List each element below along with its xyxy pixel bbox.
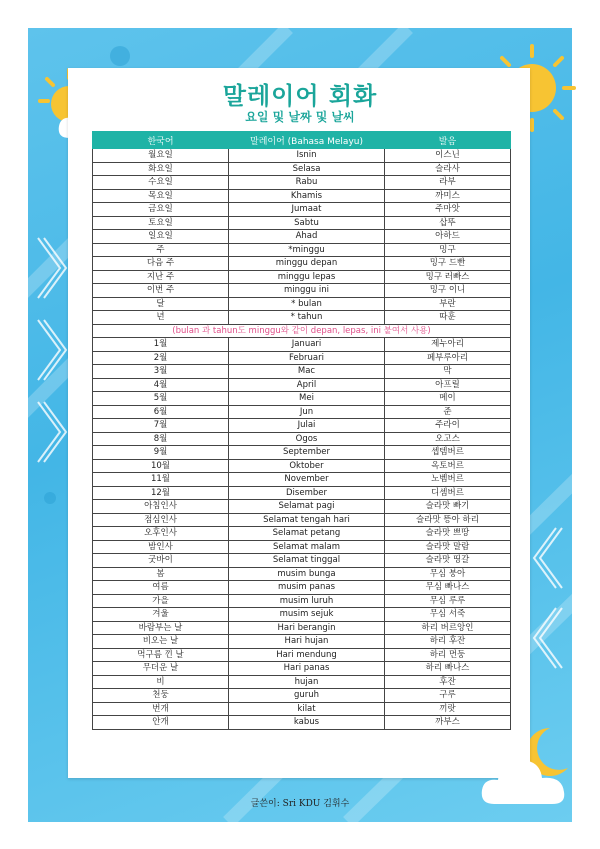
- cell-pronunciation: 밍구 러빠스: [385, 270, 511, 284]
- cell-pronunciation: 오고스: [385, 432, 511, 446]
- table-header-row: [93, 132, 511, 149]
- table-row: [93, 297, 511, 311]
- table-row: [93, 567, 511, 581]
- cell-malay: Mei: [229, 392, 385, 406]
- cell-malay: November: [229, 473, 385, 487]
- cell-pronunciation: 주마앗: [385, 203, 511, 217]
- cell-korean: 이번 주: [93, 284, 229, 298]
- cell-malay: * bulan: [229, 297, 385, 311]
- cell-korean: 7월: [93, 419, 229, 433]
- cell-korean: 무더운 날: [93, 662, 229, 676]
- table-row: [93, 351, 511, 365]
- cell-pronunciation: 무심 서죽: [385, 608, 511, 622]
- cell-malay: Sabtu: [229, 216, 385, 230]
- cell-pronunciation: 주라이: [385, 419, 511, 433]
- cell-korean: 6월: [93, 405, 229, 419]
- table-row: [93, 689, 511, 703]
- cell-malay: Januari: [229, 338, 385, 352]
- cell-malay: Hari panas: [229, 662, 385, 676]
- cell-pronunciation: 메이: [385, 392, 511, 406]
- cell-malay: Hari berangin: [229, 621, 385, 635]
- table-row: [93, 216, 511, 230]
- cell-pronunciation: 준: [385, 405, 511, 419]
- page-subtitle: 요일 및 날짜 및 날씨: [245, 110, 355, 124]
- cell-korean: 월요일: [93, 149, 229, 163]
- table-row: [93, 459, 511, 473]
- cell-malay: Hari mendung: [229, 648, 385, 662]
- cell-malay: musim panas: [229, 581, 385, 595]
- cell-pronunciation: 삽뚜: [385, 216, 511, 230]
- cell-pronunciation: 밍구: [385, 243, 511, 257]
- cell-pronunciation: 후잔: [385, 675, 511, 689]
- table-row: [93, 257, 511, 271]
- cell-malay: *minggu: [229, 243, 385, 257]
- table-row: [93, 149, 511, 163]
- cell-pronunciation: 옥토버르: [385, 459, 511, 473]
- table-row: [93, 419, 511, 433]
- table-row: [93, 621, 511, 635]
- table-row: [93, 189, 511, 203]
- table-row: [93, 648, 511, 662]
- cell-malay: * tahun: [229, 311, 385, 325]
- cell-korean: 2월: [93, 351, 229, 365]
- table-row: [93, 716, 511, 730]
- cell-korean: 점심인사: [93, 513, 229, 527]
- table-row: [93, 230, 511, 244]
- cell-korean: 년: [93, 311, 229, 325]
- cell-malay: Selasa: [229, 162, 385, 176]
- column-header-korean: 한국어: [93, 132, 229, 149]
- cell-korean: 8월: [93, 432, 229, 446]
- cell-korean: 일요일: [93, 230, 229, 244]
- cell-pronunciation: 슬라맛 쁘땅: [385, 527, 511, 541]
- cell-malay: Oktober: [229, 459, 385, 473]
- cell-pronunciation: 하리 먼둥: [385, 648, 511, 662]
- cell-korean: 아침인사: [93, 500, 229, 514]
- cell-malay: Hari hujan: [229, 635, 385, 649]
- cell-malay: minggu depan: [229, 257, 385, 271]
- table-row: [93, 581, 511, 595]
- table-row: [93, 243, 511, 257]
- cell-korean: 봄: [93, 567, 229, 581]
- column-header-malay: 말레이어 (Bahasa Melayu): [229, 132, 385, 149]
- cell-malay: Isnin: [229, 149, 385, 163]
- cell-korean: 겨울: [93, 608, 229, 622]
- cell-pronunciation: 따훈: [385, 311, 511, 325]
- cell-pronunciation: 디셈버르: [385, 486, 511, 500]
- table-row: [93, 473, 511, 487]
- author-credit: 글쓴이: Sri KDU 김휘수: [250, 799, 350, 809]
- table-row: [93, 446, 511, 460]
- cell-pronunciation: 무심 빠나스: [385, 581, 511, 595]
- table-row: [93, 527, 511, 541]
- cell-korean: 금요일: [93, 203, 229, 217]
- cell-malay: Selamat tinggal: [229, 554, 385, 568]
- cell-korean: 11월: [93, 473, 229, 487]
- table-row: [93, 635, 511, 649]
- cell-pronunciation: 라부: [385, 176, 511, 190]
- table-body-months-weather: [93, 338, 511, 730]
- cell-korean: 화요일: [93, 162, 229, 176]
- cell-pronunciation: 무심 루루: [385, 594, 511, 608]
- cell-malay: guruh: [229, 689, 385, 703]
- cell-malay: Mac: [229, 365, 385, 379]
- table-row: [93, 405, 511, 419]
- cell-pronunciation: 구루: [385, 689, 511, 703]
- cell-pronunciation: 끼랏: [385, 702, 511, 716]
- cell-korean: 오후인사: [93, 527, 229, 541]
- cell-pronunciation: 노벰버르: [385, 473, 511, 487]
- cell-pronunciation: 제누아리: [385, 338, 511, 352]
- cell-pronunciation: 아프릴: [385, 378, 511, 392]
- cell-pronunciation: 하리 후잔: [385, 635, 511, 649]
- cell-korean: 굿바이: [93, 554, 229, 568]
- cell-pronunciation: 슬라맛 뜽아 하리: [385, 513, 511, 527]
- cell-pronunciation: 이스닌: [385, 149, 511, 163]
- cell-malay: hujan: [229, 675, 385, 689]
- cell-korean: 5월: [93, 392, 229, 406]
- cell-pronunciation: 아하드: [385, 230, 511, 244]
- cell-malay: Jumaat: [229, 203, 385, 217]
- cell-malay: Disember: [229, 486, 385, 500]
- cell-malay: musim luruh: [229, 594, 385, 608]
- cell-malay: Selamat petang: [229, 527, 385, 541]
- cell-korean: 다음 주: [93, 257, 229, 271]
- cell-malay: Februari: [229, 351, 385, 365]
- cell-malay: Selamat malam: [229, 540, 385, 554]
- cell-malay: Ogos: [229, 432, 385, 446]
- cell-korean: 번개: [93, 702, 229, 716]
- table-note-section: [93, 324, 511, 338]
- cell-malay: Selamat tengah hari: [229, 513, 385, 527]
- table-row: [93, 662, 511, 676]
- cell-pronunciation: 셉템버르: [385, 446, 511, 460]
- cell-korean: 밤인사: [93, 540, 229, 554]
- table-note: (bulan 과 tahun도 minggu와 같이 depan, lepas, ini 붙여서 사용): [93, 324, 511, 338]
- cell-korean: 여름: [93, 581, 229, 595]
- cell-korean: 주: [93, 243, 229, 257]
- cell-korean: 10월: [93, 459, 229, 473]
- table-row: [93, 284, 511, 298]
- cell-malay: Selamat pagi: [229, 500, 385, 514]
- cell-malay: kilat: [229, 702, 385, 716]
- vocabulary-table: [92, 131, 511, 730]
- cell-pronunciation: 무심 붕아: [385, 567, 511, 581]
- table-row: [93, 203, 511, 217]
- cell-korean: 안개: [93, 716, 229, 730]
- cell-korean: 바람부는 날: [93, 621, 229, 635]
- cell-pronunciation: 까미스: [385, 189, 511, 203]
- table-row: [93, 162, 511, 176]
- page-title: 말레이어 회화: [222, 82, 378, 110]
- table-row: [93, 513, 511, 527]
- cell-malay: minggu ini: [229, 284, 385, 298]
- cell-malay: April: [229, 378, 385, 392]
- cell-pronunciation: 하리 빠나스: [385, 662, 511, 676]
- table-row: [93, 554, 511, 568]
- table-row: [93, 338, 511, 352]
- cell-korean: 3월: [93, 365, 229, 379]
- cell-pronunciation: 부란: [385, 297, 511, 311]
- cell-pronunciation: 밍구 드빤: [385, 257, 511, 271]
- table-row: [93, 392, 511, 406]
- table-row: [93, 432, 511, 446]
- cell-korean: 목요일: [93, 189, 229, 203]
- cell-malay: September: [229, 446, 385, 460]
- cell-korean: 달: [93, 297, 229, 311]
- cell-pronunciation: 슬라맛 띵갈: [385, 554, 511, 568]
- table-row: [93, 675, 511, 689]
- cell-malay: Khamis: [229, 189, 385, 203]
- cell-korean: 비: [93, 675, 229, 689]
- table-row: [93, 365, 511, 379]
- cell-korean: 비오는 날: [93, 635, 229, 649]
- table-row: [93, 311, 511, 325]
- table-row: [93, 378, 511, 392]
- cell-pronunciation: 페부루아리: [385, 351, 511, 365]
- cell-korean: 1월: [93, 338, 229, 352]
- table-row: [93, 594, 511, 608]
- cell-korean: 토요일: [93, 216, 229, 230]
- cell-korean: 천둥: [93, 689, 229, 703]
- cell-malay: minggu lepas: [229, 270, 385, 284]
- cell-pronunciation: 막: [385, 365, 511, 379]
- cell-pronunciation: 까부스: [385, 716, 511, 730]
- cell-malay: kabus: [229, 716, 385, 730]
- cell-korean: 먹구름 낀 날: [93, 648, 229, 662]
- cell-malay: musim bunga: [229, 567, 385, 581]
- cell-korean: 9월: [93, 446, 229, 460]
- cell-pronunciation: 밍구 이니: [385, 284, 511, 298]
- cell-malay: Jun: [229, 405, 385, 419]
- cell-korean: 수요일: [93, 176, 229, 190]
- cell-korean: 12월: [93, 486, 229, 500]
- cell-korean: 지난 주: [93, 270, 229, 284]
- table-row: [93, 270, 511, 284]
- table-note-row: [93, 324, 511, 338]
- table-row: [93, 702, 511, 716]
- cell-korean: 가을: [93, 594, 229, 608]
- cell-pronunciation: 슬라맛 말람: [385, 540, 511, 554]
- table-row: [93, 500, 511, 514]
- cell-malay: musim sejuk: [229, 608, 385, 622]
- cell-korean: 4월: [93, 378, 229, 392]
- cell-malay: Ahad: [229, 230, 385, 244]
- table-body-days: [93, 149, 511, 325]
- table-row: [93, 540, 511, 554]
- cell-pronunciation: 슬라사: [385, 162, 511, 176]
- column-header-pronunciation: 발음: [385, 132, 511, 149]
- table-row: [93, 486, 511, 500]
- cell-pronunciation: 하리 버르앙인: [385, 621, 511, 635]
- cell-malay: Rabu: [229, 176, 385, 190]
- table-row: [93, 176, 511, 190]
- cell-malay: Julai: [229, 419, 385, 433]
- cell-pronunciation: 슬라맛 빠기: [385, 500, 511, 514]
- table-row: [93, 608, 511, 622]
